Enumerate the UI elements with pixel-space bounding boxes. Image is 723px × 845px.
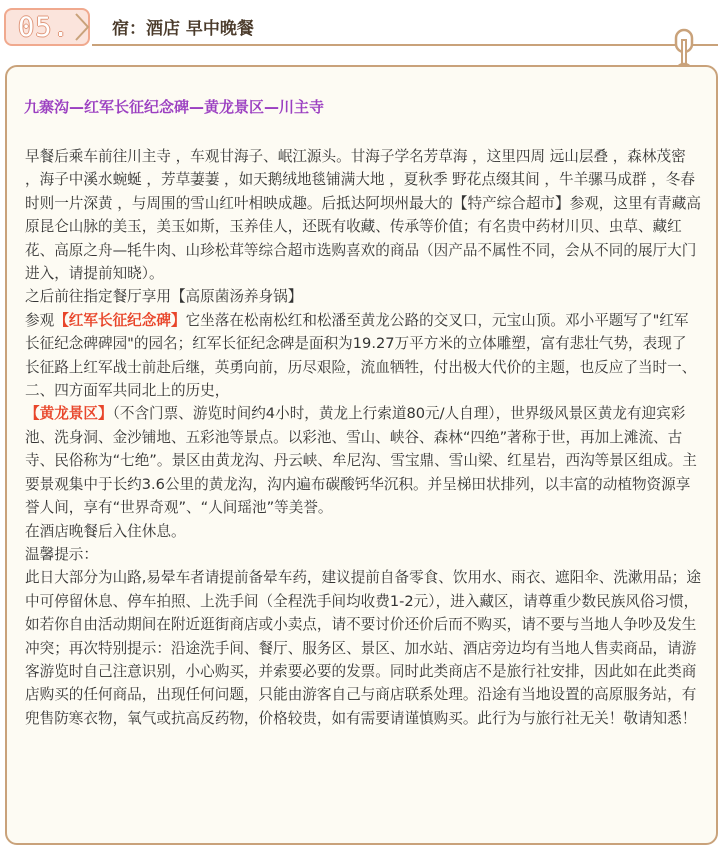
tips-heading: 温馨提示：: [25, 545, 98, 563]
tips-text: 此日大部分为山路,易晕车者请提前备晕车药，建议提前自备零食、饮用水、雨衣、遮阳伞、洗漱用品；途中可停留休息、停车拍照、上洗手间（全程洗手间均收费1-2元），进入藏区，请尊重少数民族风俗习惯，如若你自由活动期间在附近逛街商店或小卖点，请不要讨价还价后而不购买，请不要与当地人争吵及发生冲突；再次特别提示：沿途洗手间、餐厅、服务区、景区、加水站、酒店旁边均有当地人售卖商品，请游客游览时自己注意识别，小心购买，并索要必要的发票。同时此类商店不是旅行社安排，因此如在此类商店购买的任何商品，出现任何问题，只能由游客自己与商店联系处理。沿途有当地设置的高原服务站，有兜售防寒衣物，氧气或抗高反药物，价格较贵，如有需要请谨慎购买。此行为与旅行社无关！敬请知悉！: [25, 569, 701, 727]
monument-highlight: 【红军长征纪念碑】: [54, 311, 186, 329]
day-title: 宿：酒店 早中晚餐: [112, 19, 254, 39]
monument-prefix: 参观: [25, 311, 55, 329]
paragraph-monument: [25, 309, 701, 403]
itinerary-content: [25, 145, 701, 730]
huanglong-text: （不含门票、游览时间约4小时，黄龙上行索道80元/人自理），世界级风景区黄龙有迎宾彩池、洗身洞、金沙铺地、五彩池等景点。以彩池、雪山、峡谷、森林“四绝”著称于世，再加上滩流、古寺、民俗称为“七绝”。景区由黄龙沟、丹云峡、牟尼沟、雪宝鼎、雪山梁、红星岩，西沟等景区组成。主要景观集中于长约3.6公里的黄龙沟，沟内遍布碳酸钙华沉积。并呈梯田状排列，以丰富的动植物资源享誉人间，享有“世界奇观”、“人间瑶池”等美誉。: [25, 405, 697, 517]
day-number: 05.: [18, 11, 70, 43]
huanglong-highlight: 【黄龙景区】: [25, 405, 113, 423]
paragraph-intro: 早餐后乘车前往川主寺 ，车观甘海子、岷江源头。甘海子学名芳草海 ，这里四周 远山层叠 ，森林茂密 ，海子中溪水蜿蜒 ，芳草萋萋 ，如天鹅绒地毯铺满大地 ，夏秋季 野花点缀其间 ，牛羊骡马成群 ，冬春时则一片深黄 ，与周围的雪山红叶相映成趣。后抵达阿坝州最大的【特产综合超市】参观，这里有青藏高原昆仑山脉的美玉，美玉如斯，玉养佳人，还既有收藏、传承等价值；有名贵中药材川贝、虫草、藏红花、高原之舟—牦牛肉、山珍松茸等综合超市选购喜欢的商品（因产品不属性不同，会从不同的展厅大门进入，请提前知晓）。: [25, 148, 701, 283]
paragraph-hotel: 在酒店晚餐后入住休息。: [25, 522, 186, 540]
monument-text: 它坐落在松南松红和松潘至黄龙公路的交叉口，元宝山顶。邓小平题写了"红军长征纪念碑碑园"的园名；红军长征纪念碑是面积为19.27万平方米的立体雕塑，富有悲壮气势，表现了长征路上红军战士前赴后继，英勇向前，历尽艰险，流血牺牲，付出极大代价的主题，也反应了当时一、二、四方面军共同北上的历史，: [25, 311, 697, 400]
chevron-right-icon: [74, 12, 96, 42]
paragraph-huanglong: [25, 402, 701, 519]
route-title: 九寨沟—红军长征纪念碑—黄龙景区—川主寺: [24, 98, 325, 116]
paragraph-lunch: 之后前往指定餐厅享用【高原菌汤养身锅】: [25, 288, 303, 306]
day-header: [4, 8, 718, 48]
